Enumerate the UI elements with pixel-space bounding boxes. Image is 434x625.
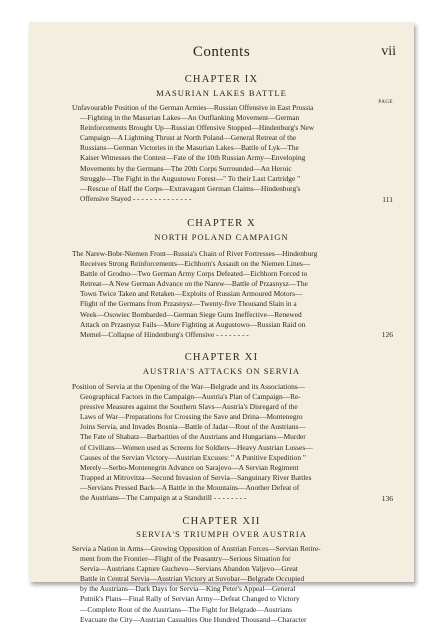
summary-line: Trapped at Mitrovitza—Second Invasion of Servia—Sanguinary River Battles bbox=[80, 472, 312, 482]
summary-line: Flight of the Germans from Przasnysz—Twenty-five Thousand Slain in a bbox=[80, 299, 297, 309]
chapter-heading: CHAPTER IX bbox=[184, 74, 259, 85]
summary-line: by the Austrians—Dark Days for Servia—King Peter's Appeal—General bbox=[80, 584, 296, 594]
summary-line: Evacuate the City—Austrian Casualties One Hundred Thousand—Character bbox=[80, 614, 307, 624]
chapter-page-number: 111 bbox=[382, 195, 393, 204]
summary-line: Laws of War—Preparations for Crossing the Save and Drina—Montenegro bbox=[80, 412, 303, 422]
summary-line: Struggle—The Fight in the Augustowo Forest—" To their Last Cartridge " bbox=[80, 173, 301, 183]
summary-line: Reinforcements Brought Up—Russian Offensive Stopped—Hindenburg's New bbox=[80, 123, 315, 133]
summary-line: Geographical Factors in the Campaign—Austria's Plan of Campaign—Re- bbox=[80, 392, 301, 402]
summary-line: —Rescue of Half the Corps—Extravagant German Claims—Hindenburg's bbox=[80, 183, 301, 193]
summary-line: Russians—German Victories in the Masurian Lakes—Battle of Lyk—The bbox=[80, 143, 299, 153]
summary-line: Position of Servia at the Opening of the War—Belgrade and its Associations— bbox=[72, 382, 306, 391]
summary-line: —Fighting in the Masurian Lakes—An Outflanking Movement—German bbox=[80, 113, 300, 123]
summary-line: of Civilians—Women used as Screens for Soldiers—Heavy Austrian Losses— bbox=[80, 442, 313, 452]
summary-line: Offensive Stayed - - - - - - - - - - - - - - bbox=[80, 193, 192, 203]
chapter-summary bbox=[72, 382, 380, 503]
summary-line: Putnik's Plans—Final Rally of Servian Army—Defeat Changed to Victory bbox=[80, 594, 300, 604]
chapter-heading: CHAPTER X bbox=[187, 218, 256, 229]
chapter-title: MASURIAN LAKES BATTLE bbox=[156, 88, 287, 98]
chapter-heading: CHAPTER XII bbox=[182, 516, 261, 527]
chapter-page-number: 136 bbox=[381, 494, 393, 503]
chapter-summary bbox=[72, 103, 380, 204]
page-title: Contents bbox=[192, 44, 251, 60]
summary-line: Receives Strong Reinforcements—Eichhorn's Assault on the Niemen Lines— bbox=[80, 259, 311, 269]
page-number-header: vii bbox=[381, 44, 396, 59]
chapter-page-number: 126 bbox=[381, 330, 393, 339]
summary-line: —Complete Rout of the Austrians—The Fight for Belgrade—Austrians bbox=[80, 604, 293, 614]
summary-line: Movements by the Germans—The 20th Corps Surrounded—An Heroic bbox=[80, 163, 292, 173]
summary-line: The Fate of Shabatz—Barbarities of the Austrians and Hungarians—Murder bbox=[80, 432, 306, 442]
summary-line: pressive Measures against the Southern Slavs—Austria's Disregard of the bbox=[80, 402, 298, 412]
summary-line: Week—Osowiec Bombarded—German Siege Guns Ineffective—Renewed bbox=[80, 309, 302, 319]
summary-line: Servia—Austrians Capture Guchevo—Servians Abandon Valjevo—Great bbox=[80, 564, 298, 574]
book-page bbox=[29, 22, 414, 624]
summary-line: Campaign—A Lightning Thrust at North Poland—General Retreat of the bbox=[80, 133, 297, 143]
summary-line: Battle in Central Servia—Austrian Victory at Suvobar—Belgrade Occupied bbox=[80, 574, 305, 584]
summary-line: Joins Servia, and Invades Bosnia—Battle of Jadar—Rout of the Austrians— bbox=[80, 422, 306, 432]
summary-line: Servia a Nation in Arms—Growing Opposition of Austrian Forces—Servian Retire- bbox=[72, 544, 321, 553]
summary-line: Kaiser Witnesses the Contest—Fate of the 10th Russian Army—Enveloping bbox=[80, 153, 306, 163]
summary-line: Attack on Przasnysz Fails—More Fighting at Augustowo—Russian Raid on bbox=[80, 319, 306, 329]
summary-line: —Servians Pressed Back—A Battle in the Mountains—Another Defeat of bbox=[80, 482, 300, 492]
summary-line: Retreat—A New German Advance on the Narew—Battle of Przasnysz—The bbox=[80, 279, 308, 289]
summary-line: Town Twice Taken and Retaken—Exploits of Russian Armoured Motors— bbox=[80, 289, 303, 299]
summary-line: Causes of the Servian Victory—Austrian Excuses: " A Punitive Expedition " bbox=[80, 452, 306, 462]
chapter-summary bbox=[72, 544, 380, 624]
page-column-label: PAGE bbox=[378, 100, 393, 105]
summary-line: The Narew-Bobr-Niemen Front—Russia's Chain of River Fortresses—Hindenburg bbox=[72, 249, 318, 258]
summary-line: Battle of Grodno—Two German Army Corps Defeated—Eichhorn Forced to bbox=[80, 269, 308, 279]
summary-line: ment from the Frontier—Flight of the Peasantry—Serious Situation for bbox=[80, 554, 291, 564]
chapter-heading: CHAPTER XI bbox=[184, 352, 259, 363]
summary-line: Memel—Collapse of Hindenburg's Offensive - - - - - - - - bbox=[80, 329, 249, 339]
chapter-title: SERVIA'S TRIUMPH OVER AUSTRIA bbox=[136, 529, 307, 539]
chapter-title: NORTH POLAND CAMPAIGN bbox=[154, 232, 289, 242]
chapter-title: AUSTRIA'S ATTACKS ON SERVIA bbox=[142, 366, 301, 376]
chapter-summary bbox=[72, 249, 380, 340]
summary-line: Merely—Serbo-Montenegrin Advance on Sarajevo—A Servian Regiment bbox=[80, 462, 299, 472]
summary-line: Unfavourable Position of the German Armies—Russian Offensive in East Prussia bbox=[72, 103, 314, 112]
summary-line: the Austrians—The Campaign at a Standstill - - - - - - - - bbox=[80, 493, 247, 503]
